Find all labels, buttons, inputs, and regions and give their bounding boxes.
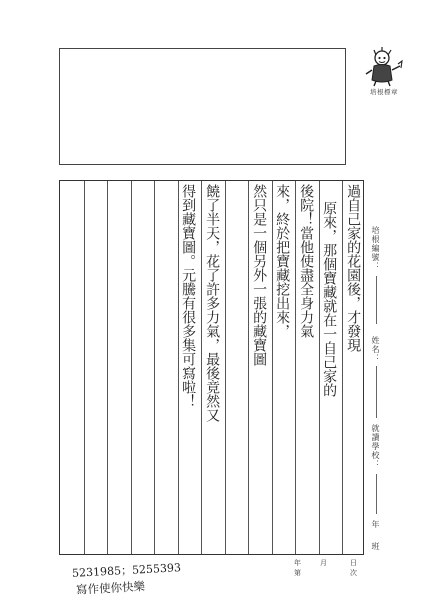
essay-column-1: 過自己家的花園後，才發現 — [345, 184, 362, 352]
essay-column-4: 來，終於把寶藏挖出來， — [274, 184, 291, 338]
grid-line — [225, 181, 226, 554]
label-year: 年 — [371, 520, 380, 529]
side-rule — [376, 366, 377, 418]
date-prefix-label: 第 — [294, 569, 301, 577]
grid-line — [107, 181, 108, 554]
essay-column-2: 原來，那個寶藏就在一自己家的 — [321, 201, 338, 397]
grid-line — [342, 181, 343, 554]
grid-line — [201, 181, 202, 554]
label-name: 姓名： — [371, 336, 380, 363]
side-rule — [376, 474, 377, 514]
essay-column-3: 後院！當他使盡全身力氣 — [298, 184, 315, 338]
label-class: 班 — [371, 542, 380, 551]
footer-phone-code: 5231985；5255393 — [71, 561, 182, 580]
essay-column-8: 得到藏寶圖。元騰有很多集可寫啦！ — [180, 184, 197, 408]
label-school: 就讀學校： — [371, 424, 380, 469]
date-suffix-label: 次 — [350, 569, 357, 577]
side-rule — [376, 276, 377, 324]
stamp-label: 培根標章 — [370, 88, 398, 96]
grid-line — [131, 181, 132, 554]
essay-column-7: 饒了半天，花了許多力氣，最後竟然又 — [204, 184, 221, 422]
grid-line — [84, 181, 85, 554]
date-year-label: 年 — [294, 559, 301, 567]
teacher-comment-box — [59, 48, 346, 165]
label-serial: 培根編號： — [371, 226, 380, 271]
footer-slogan: 寫作使你快樂 — [75, 579, 146, 597]
date-month-label: 月 — [320, 559, 327, 567]
grid-line — [248, 181, 249, 554]
essay-column-5: 然只是一個另外一張的藏寶圖 — [251, 184, 268, 366]
date-day-label: 日 — [350, 559, 357, 567]
writing-grid — [59, 180, 364, 555]
grid-line — [154, 181, 155, 554]
grid-line — [295, 181, 296, 554]
